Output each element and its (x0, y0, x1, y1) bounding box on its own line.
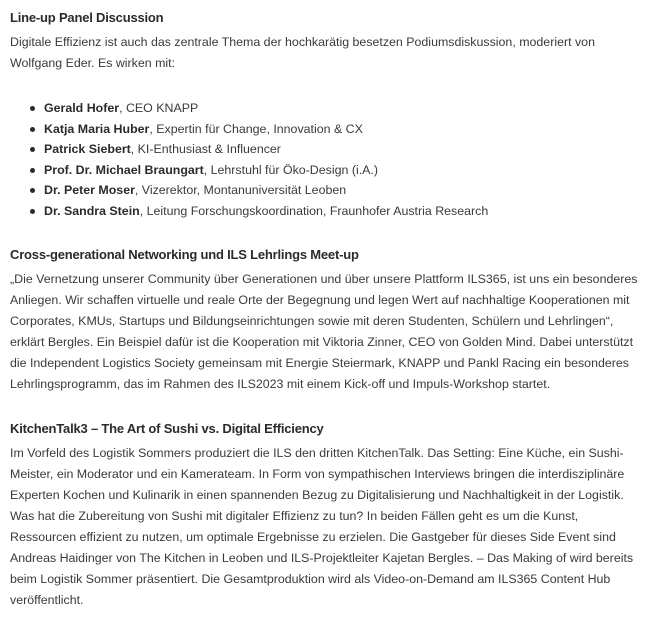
speaker-name: Patrick Siebert (44, 142, 131, 156)
speaker-item (30, 119, 643, 140)
speaker-item (30, 98, 643, 119)
section-heading: KitchenTalk3 – The Art of Sushi vs. Digital Efficiency (10, 421, 324, 436)
speaker-name: Gerald Hofer (44, 101, 120, 115)
bullet-icon (30, 127, 35, 132)
speaker-item (30, 160, 643, 181)
section-networking (10, 246, 643, 395)
speaker-item (30, 139, 643, 160)
speaker-role: , CEO KNAPP (119, 101, 199, 115)
speaker-item (30, 180, 643, 201)
speaker-name: Dr. Peter Moser (44, 183, 135, 197)
speaker-name: Dr. Sandra Stein (44, 203, 140, 218)
bullet-icon (30, 147, 35, 152)
speaker-role: , Lehrstuhl für Öko-Design (i.A.) (203, 162, 378, 177)
speaker-role: , KI-Enthusiast & Influencer (130, 142, 281, 156)
speaker-role: , Expertin für Change, Innovation & CX (149, 121, 363, 136)
speaker-role: , Leitung Forschungskoordination, Fraunhofer Austria Research (139, 203, 489, 218)
section-paragraph: Im Vorfeld des Logistik Sommers produziert die ILS den dritten KitchenTalk. Das Setting: Eine Küche, ein Sushi-Meister, ein Moderator und ein Kamerateam. In Form von sympathischen Interviews bringen die interdisziplinäre Experten Kochen und Kulinarik in einen spannenden Bezug zu Digitalisierung und Nachhaltigkeit in der Logistik. Was hat die Zubereitung von Sushi mit digitaler Effizienz zu tun? In beiden Fällen geht es um die Kunst, Ressourcen effizient zu nutzen, um optimale Ergebnisse zu erzielen. Die Gastgeber für dieses Side Event sind Andreas Haidinger von The Kitchen in Leoben und ILS-Projektleiter Kajetan Bergles. – Das Making of wird bereits beim Logistik Sommer präsentiert. Die Gesamtproduktion wird als Video-on-Demand am ILS365 Content Hub veröffentlicht. (10, 446, 634, 607)
section-paragraph: „Die Vernetzung unserer Community über Generationen und über unsere Plattform ILS365, ist uns ein besonderes Anliegen. Wir schaffen virtuelle und reale Orte der Begegnung und legen Wert auf nachhaltige Kooperationen mit Corporates, KMUs, Startups und Bildungseinrichtungen sowie mit deren Studenten, Schülern und Lehrlingen“, erklärt Bergles. Ein Beispiel dafür ist die Kooperation mit Viktoria Zinner, CEO von Golden Mind. Dabei unterstützt die Independent Logistics Society gemeinsam mit Energie Steiermark, KNAPP und Pankl Racing ein besonderes Lehrlingsprogramm, das im Rahmen des ILS2023 mit einem Kick-off und Impuls-Workshop startet. (10, 272, 638, 391)
section-panel-discussion (10, 9, 643, 221)
section-heading: Line-up Panel Discussion (10, 10, 164, 25)
speaker-name: Prof. Dr. Michael Braungart (44, 162, 204, 177)
bullet-icon (30, 106, 35, 111)
bullet-icon (30, 188, 35, 193)
bullet-icon (30, 168, 35, 173)
speaker-name: Katja Maria Huber (44, 121, 150, 136)
section-heading: Cross-generational Networking und ILS Lehrlings Meet-up (10, 247, 359, 262)
speaker-role: , Vizerektor, Montanuniversität Leoben (134, 183, 347, 197)
speaker-item (30, 201, 643, 222)
section-kitchentalk (10, 420, 643, 611)
bullet-icon (30, 209, 35, 214)
speaker-list (10, 98, 643, 221)
section-paragraph: Digitale Effizienz ist auch das zentrale Thema der hochkarätig besetzen Podiumsdiskussion, moderiert von Wolfgang Eder. Es wirken mit: (10, 35, 595, 70)
